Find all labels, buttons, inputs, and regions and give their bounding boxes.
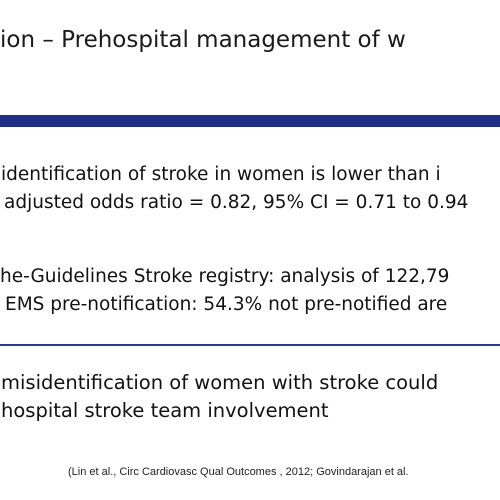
- slide-title: ion – Prehospital management of w: [0, 27, 406, 53]
- conclusion-line1: misidentification of women with stroke could: [1, 371, 439, 394]
- section-divider: [0, 344, 500, 346]
- point1-line2: adjusted odds ratio = 0.82, 95% CI = 0.71 to 0.94: [4, 192, 469, 213]
- point1-line1: identification of stroke in women is lower than i: [1, 164, 441, 185]
- point2-line2: EMS pre-notification: 54.3% not pre-notified are: [5, 294, 448, 315]
- citation: (Lin et al., Circ Cardiovasc Qual Outcomes , 2012; Govindarajan et al.: [68, 466, 409, 478]
- point2-line1: he-Guidelines Stroke registry: analysis of 122,79: [0, 266, 450, 287]
- conclusion-line2: hospital stroke team involvement: [1, 399, 329, 422]
- title-bar: [0, 115, 500, 127]
